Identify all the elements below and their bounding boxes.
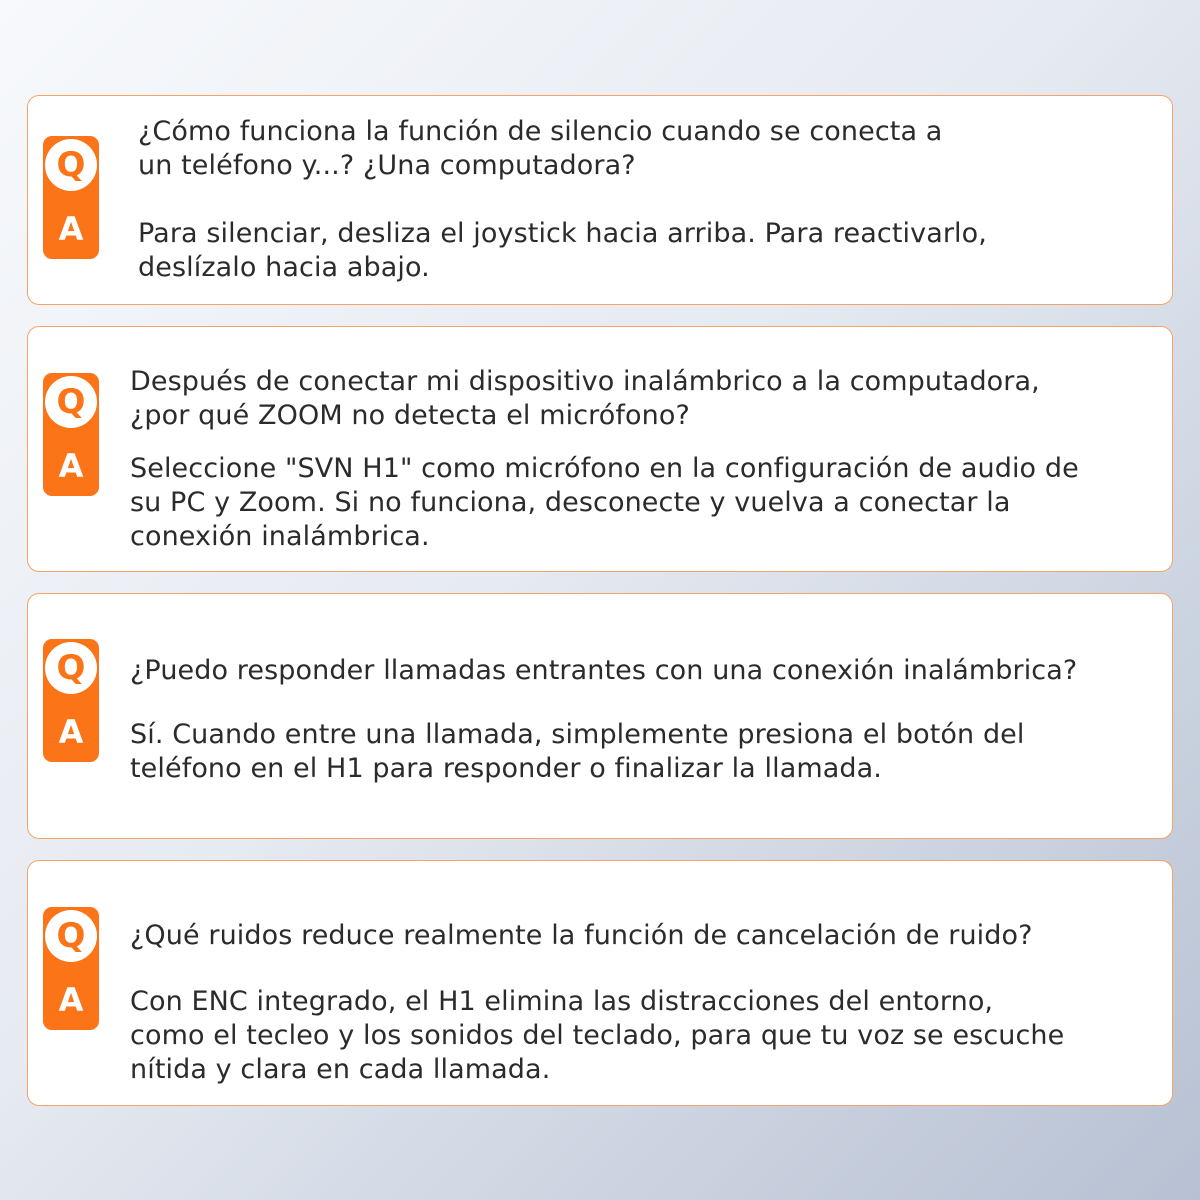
faq-question: ¿Cómo funciona la función de silencio cuando se conecta a un teléfono y...? ¿Una computadora? — [138, 116, 943, 181]
a-icon: A — [58, 210, 84, 248]
faq-question: ¿Puedo responder llamadas entrantes con una conexión inalámbrica? — [130, 655, 1078, 686]
q-icon: Q — [45, 910, 97, 962]
qa-badge — [43, 373, 99, 496]
faq-card-4 — [27, 860, 1173, 1106]
faq-answer: Sí. Cuando entre una llamada, simplemente presiona el botón del teléfono en el H1 para responder o finalizar la llamada. — [130, 719, 1025, 784]
faq-answer: Para silenciar, desliza el joystick hacia arriba. Para reactivarlo, deslízalo hacia abajo. — [138, 218, 987, 283]
faq-card-3 — [27, 593, 1173, 839]
q-icon: Q — [45, 376, 97, 428]
q-icon: Q — [45, 139, 97, 191]
faq-answer: Seleccione "SVN H1" como micrófono en la configuración de audio de su PC y Zoom. Si no funciona, desconecte y vuelva a conectar la conexión inalámbrica. — [130, 453, 1079, 552]
faq-card-2 — [27, 326, 1173, 572]
qa-badge — [43, 907, 99, 1030]
faq-question: ¿Qué ruidos reduce realmente la función de cancelación de ruido? — [130, 920, 1033, 951]
faq-answer: Con ENC integrado, el H1 elimina las distracciones del entorno, como el tecleo y los sonidos del teclado, para que tu voz se escuche nítida y clara en cada llamada. — [130, 986, 1065, 1085]
a-icon: A — [58, 447, 84, 485]
faq-question: Después de conectar mi dispositivo inalámbrico a la computadora, ¿por qué ZOOM no detecta el micrófono? — [130, 366, 1040, 431]
qa-badge — [43, 136, 99, 259]
a-icon: A — [58, 713, 84, 751]
a-icon: A — [58, 981, 84, 1019]
qa-badge — [43, 639, 99, 762]
faq-card-1 — [27, 95, 1173, 305]
q-icon: Q — [45, 642, 97, 694]
